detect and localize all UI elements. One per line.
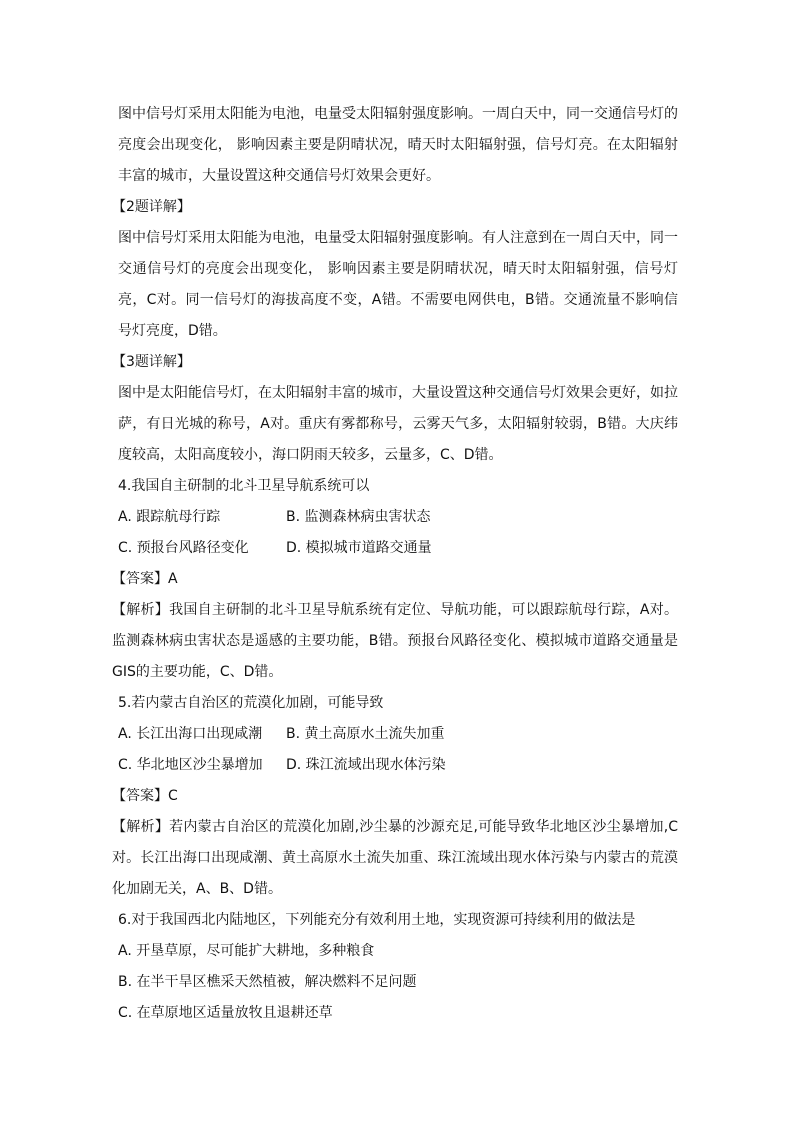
q5-options-row1 <box>118 719 678 750</box>
q2-detail-text: 图中信号灯采用太阳能为电池，电量受太阳辐射强度影响。有人注意到在一周白天中，同一交通信号灯的亮度会出现变化， 影响因素主要是阴晴状况，晴天时太阳辐射强，信号灯亮，C对。同一信号灯的海拔高度不变，A错。不需要电网供电，B错。交通流量不影响信号灯亮度，D错。 <box>118 230 678 339</box>
q3-detail-text: 图中是太阳能信号灯，在太阳辐射丰富的城市，大量设置这种交通信号灯效果会更好，如拉萨，有日光城的称号，A对。重庆有雾都称号，云雾天气多，太阳辐射较弱，B错。大庆纬度较高，太阳高度较小，海口阴雨天较多，云量多，C、D错。 <box>118 385 678 463</box>
q4-stem: 4.我国自主研制的北斗卫星导航系统可以 <box>118 478 370 494</box>
q2-detail-heading: 【2题详解】 <box>112 199 191 215</box>
q6-option-b: B. 在半干旱区樵采天然植被，解决燃料不足问题 <box>118 974 417 990</box>
q1-explanation-tail: 图中信号灯采用太阳能为电池，电量受太阳辐射强度影响。一周白天中，同一交通信号灯的亮度会出现变化， 影响因素主要是阴晴状况，晴天时太阳辐射强，信号灯亮。在太阳辐射丰富的城市，大量设置这种交通信号灯效果会更好。 <box>118 106 678 184</box>
q4-options-row1 <box>118 502 678 533</box>
q5-option-d: D. 珠江流域出现水体污染 <box>286 757 446 773</box>
q4-option-d: D. 模拟城市道路交通量 <box>286 540 432 556</box>
q4-option-c: C. 预报台风路径变化 <box>118 540 249 556</box>
q5-analysis: 【解析】若内蒙古自治区的荒漠化加剧,沙尘暴的沙源充足,可能导致华北地区沙尘暴增加,C对。长江出海口出现咸潮、黄土高原水土流失加重、珠江流域出现水体污染与内蒙古的荒漠化加剧无关，A、B、D错。 <box>112 819 678 897</box>
q6-option-c: C. 在草原地区适量放牧且退耕还草 <box>118 1005 333 1021</box>
q5-options-row2 <box>118 750 678 781</box>
q4-option-a: A. 跟踪航母行踪 <box>118 509 221 525</box>
q5-option-b: B. 黄土高原水土流失加重 <box>286 726 445 742</box>
q5-answer: 【答案】C <box>112 788 178 804</box>
q5-stem: 5.若内蒙古自治区的荒漠化加剧，可能导致 <box>118 695 384 711</box>
q6-stem: 6.对于我国西北内陆地区，下列能充分有效利用土地，实现资源可持续利用的做法是 <box>118 912 636 928</box>
q4-answer: 【答案】A <box>112 571 178 587</box>
q3-detail-heading: 【3题详解】 <box>112 354 191 370</box>
document-body <box>112 99 678 1029</box>
q5-option-c: C. 华北地区沙尘暴增加 <box>118 757 263 773</box>
q6-option-a: A. 开垦草原，尽可能扩大耕地，多种粮食 <box>118 943 375 959</box>
q4-options-row2 <box>118 533 678 564</box>
q4-option-b: B. 监测森林病虫害状态 <box>286 509 431 525</box>
q5-option-a: A. 长江出海口出现咸潮 <box>118 726 263 742</box>
q4-analysis: 【解析】我国自主研制的北斗卫星导航系统有定位、导航功能，可以跟踪航母行踪，A对。监测森林病虫害状态是遥感的主要功能，B错。预报台风路径变化、模拟城市道路交通量是GIS的主要功能，C、D错。 <box>112 602 678 680</box>
